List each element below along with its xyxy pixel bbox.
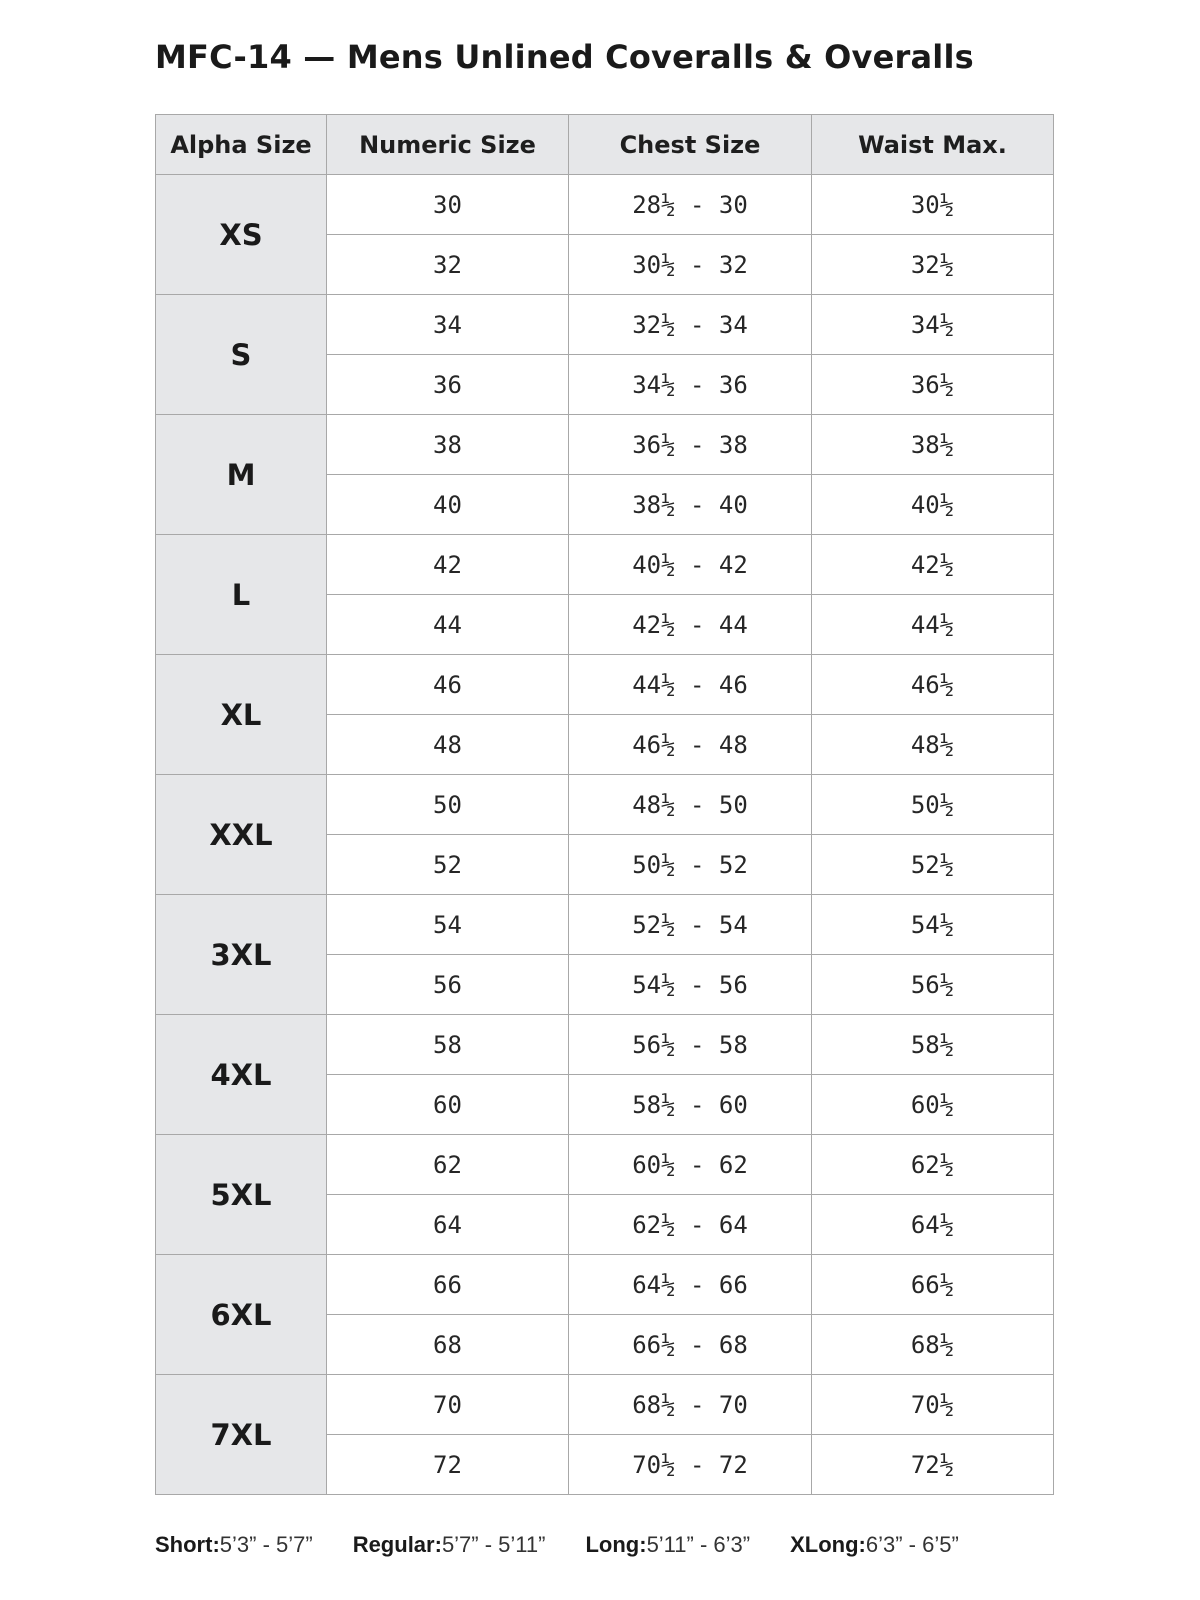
table-body: [156, 175, 1054, 1495]
chest-size-cell: 70½ - 72: [569, 1435, 812, 1495]
header-alpha-size: Alpha Size: [156, 115, 327, 175]
waist-max-cell: 52½: [812, 835, 1054, 895]
table-row: [156, 1135, 1054, 1195]
chest-size-cell: 66½ - 68: [569, 1315, 812, 1375]
waist-max-cell: 32½: [812, 235, 1054, 295]
table-row: [156, 1375, 1054, 1435]
size-chart-table: [155, 114, 1054, 1495]
alpha-size-cell: XL: [156, 655, 327, 775]
chest-size-cell: 34½ - 36: [569, 355, 812, 415]
waist-max-cell: 66½: [812, 1255, 1054, 1315]
legend-value: 6’3” - 6’5”: [865, 1532, 959, 1557]
legend-item-short: [155, 1532, 313, 1558]
chest-size-cell: 52½ - 54: [569, 895, 812, 955]
legend-value: 5’7” - 5’11”: [441, 1532, 546, 1557]
waist-max-cell: 50½: [812, 775, 1054, 835]
chest-size-cell: 30½ - 32: [569, 235, 812, 295]
chest-size-cell: 64½ - 66: [569, 1255, 812, 1315]
numeric-size-cell: 34: [327, 295, 569, 355]
numeric-size-cell: 36: [327, 355, 569, 415]
legend-value: 5’11” - 6’3”: [646, 1532, 751, 1557]
waist-max-cell: 38½: [812, 415, 1054, 475]
waist-max-cell: 64½: [812, 1195, 1054, 1255]
header-waist-max: Waist Max.: [812, 115, 1054, 175]
numeric-size-cell: 32: [327, 235, 569, 295]
legend-label: Short:: [155, 1532, 220, 1557]
numeric-size-cell: 60: [327, 1075, 569, 1135]
chest-size-cell: 32½ - 34: [569, 295, 812, 355]
table-row: [156, 1015, 1054, 1075]
alpha-size-cell: S: [156, 295, 327, 415]
alpha-size-cell: 5XL: [156, 1135, 327, 1255]
chest-size-cell: 48½ - 50: [569, 775, 812, 835]
alpha-size-cell: 6XL: [156, 1255, 327, 1375]
legend-value: 5’3” - 5’7”: [219, 1532, 313, 1557]
table-row: [156, 295, 1054, 355]
numeric-size-cell: 72: [327, 1435, 569, 1495]
numeric-size-cell: 46: [327, 655, 569, 715]
chest-size-cell: 28½ - 30: [569, 175, 812, 235]
numeric-size-cell: 48: [327, 715, 569, 775]
chest-size-cell: 56½ - 58: [569, 1015, 812, 1075]
waist-max-cell: 48½: [812, 715, 1054, 775]
chest-size-cell: 42½ - 44: [569, 595, 812, 655]
waist-max-cell: 58½: [812, 1015, 1054, 1075]
chest-size-cell: 60½ - 62: [569, 1135, 812, 1195]
alpha-size-cell: 7XL: [156, 1375, 327, 1495]
legend-label: Long:: [585, 1532, 647, 1557]
waist-max-cell: 36½: [812, 355, 1054, 415]
legend-item-long: [585, 1532, 750, 1558]
numeric-size-cell: 54: [327, 895, 569, 955]
waist-max-cell: 30½: [812, 175, 1054, 235]
waist-max-cell: 46½: [812, 655, 1054, 715]
header-numeric-size: Numeric Size: [327, 115, 569, 175]
alpha-size-cell: XS: [156, 175, 327, 295]
numeric-size-cell: 40: [327, 475, 569, 535]
legend-item-xlong: [790, 1532, 959, 1558]
numeric-size-cell: 52: [327, 835, 569, 895]
chest-size-cell: 62½ - 64: [569, 1195, 812, 1255]
chest-size-cell: 36½ - 38: [569, 415, 812, 475]
numeric-size-cell: 66: [327, 1255, 569, 1315]
numeric-size-cell: 44: [327, 595, 569, 655]
waist-max-cell: 72½: [812, 1435, 1054, 1495]
chest-size-cell: 54½ - 56: [569, 955, 812, 1015]
chest-size-cell: 46½ - 48: [569, 715, 812, 775]
header-chest-size: Chest Size: [569, 115, 812, 175]
waist-max-cell: 56½: [812, 955, 1054, 1015]
legend-label: Regular:: [352, 1532, 442, 1557]
waist-max-cell: 54½: [812, 895, 1054, 955]
alpha-size-cell: 3XL: [156, 895, 327, 1015]
chest-size-cell: 38½ - 40: [569, 475, 812, 535]
table-header: [156, 115, 1054, 175]
numeric-size-cell: 70: [327, 1375, 569, 1435]
numeric-size-cell: 38: [327, 415, 569, 475]
numeric-size-cell: 42: [327, 535, 569, 595]
numeric-size-cell: 62: [327, 1135, 569, 1195]
waist-max-cell: 68½: [812, 1315, 1054, 1375]
table-row: [156, 1255, 1054, 1315]
waist-max-cell: 60½: [812, 1075, 1054, 1135]
numeric-size-cell: 68: [327, 1315, 569, 1375]
numeric-size-cell: 58: [327, 1015, 569, 1075]
table-row: [156, 415, 1054, 475]
chest-size-cell: 68½ - 70: [569, 1375, 812, 1435]
waist-max-cell: 44½: [812, 595, 1054, 655]
chest-size-cell: 40½ - 42: [569, 535, 812, 595]
alpha-size-cell: 4XL: [156, 1015, 327, 1135]
table-row: [156, 535, 1054, 595]
header-row: [156, 115, 1054, 175]
chest-size-cell: 50½ - 52: [569, 835, 812, 895]
waist-max-cell: 34½: [812, 295, 1054, 355]
table-row: [156, 175, 1054, 235]
chest-size-cell: 44½ - 46: [569, 655, 812, 715]
numeric-size-cell: 56: [327, 955, 569, 1015]
alpha-size-cell: L: [156, 535, 327, 655]
legend-item-regular: [353, 1532, 546, 1558]
table-row: [156, 775, 1054, 835]
table-row: [156, 895, 1054, 955]
numeric-size-cell: 64: [327, 1195, 569, 1255]
waist-max-cell: 40½: [812, 475, 1054, 535]
alpha-size-cell: XXL: [156, 775, 327, 895]
length-legend: [155, 1532, 1055, 1558]
chest-size-cell: 58½ - 60: [569, 1075, 812, 1135]
alpha-size-cell: M: [156, 415, 327, 535]
numeric-size-cell: 50: [327, 775, 569, 835]
waist-max-cell: 42½: [812, 535, 1054, 595]
legend-label: XLong:: [790, 1532, 866, 1557]
page-title: MFC-14 — Mens Unlined Coveralls & Overalls: [155, 38, 974, 76]
numeric-size-cell: 30: [327, 175, 569, 235]
waist-max-cell: 62½: [812, 1135, 1054, 1195]
table-row: [156, 655, 1054, 715]
waist-max-cell: 70½: [812, 1375, 1054, 1435]
